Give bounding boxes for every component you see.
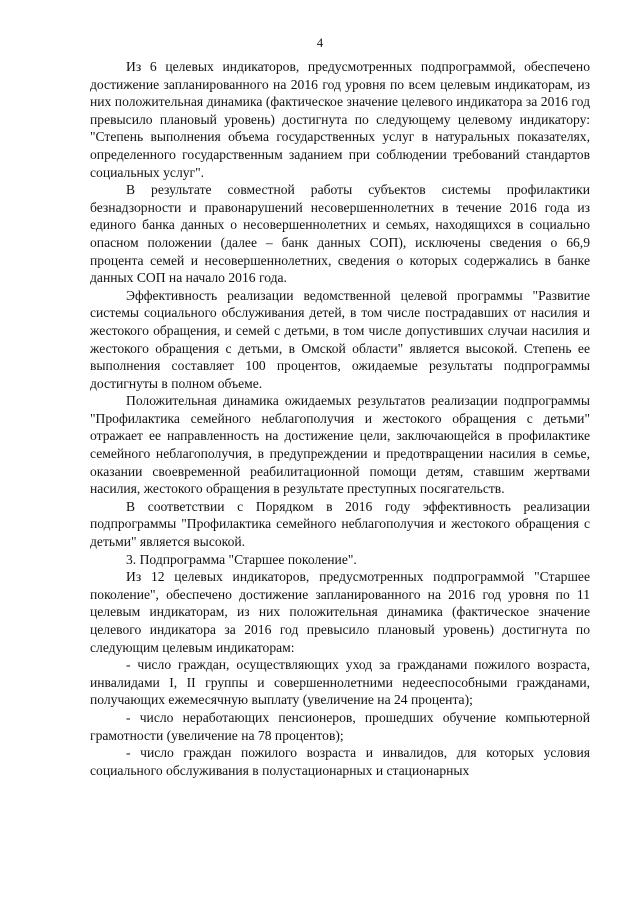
page-number: 4 — [316, 36, 324, 50]
paragraph-senior-indicators: Из 12 целевых индикаторов, предусмотренных подпрограммой "Старшее поколение", обеспечено достижение запланированного на 2016 год уровня по 11 целевым индикаторам, из них положительная динамика (фактическое значение целевого индикатора за 2016 год превысило плановый уровень) достигнута по следующим целевым индикаторам: — [90, 569, 590, 655]
paragraph-positive-dynamics: Положительная динамика ожидаемых результатов реализации подпрограммы "Профилактика семейного неблагополучия и жестокого обращения с детьми" отражает ее направленность на достижение цели, заключающейся в профилактике семейного неблагополучия, в предупреждении и предотвращении насилия в семье, оказании своевременной реабилитационной помощи детям, ставшим жертвами насилия, жестокого обращения в результате преступных посягательств. — [90, 393, 590, 497]
document-body — [90, 58, 590, 779]
paragraph-program-efficiency: Эффективность реализации ведомственной целевой программы "Развитие системы социального обслуживания детей, в том числе пострадавших от насилия и жестокого обращения, и семей с детьми, в том числе допустивших случаи насилия и жестокого обращения с детьми, в Омской области" является высокой. Степень ее выполнения составляет 100 процентов, ожидаемые результаты подпрограммы достигнуты в полном объеме. — [90, 287, 590, 391]
section-heading-senior-generation: 3. Подпрограмма "Старшее поколение". — [126, 551, 357, 567]
paragraph-indicators-summary: Из 6 целевых индикаторов, предусмотренных подпрограммой, обеспечено достижение запланированного на 2016 год уровня по всем целевым индикаторам, из них положительная динамика (фактическое значение целевого индикатора за 2016 год превысило плановый уровень) достигнута по следующему целевому индикатору: "Степень выполнения объема государственных услуг в натуральных показателях, определенного государственным заданием при соблюдении требований стандартов социальных услуг". — [90, 59, 590, 180]
paragraph-prevention-results: В результате совместной работы субъектов системы профилактики безнадзорности и правонарушений несовершеннолетних в течение 2016 года из единого банка данных о несовершеннолетних и семьях, находящихся в социально опасном положении (далее – банк данных СОП), исключены сведения о 66,9 процента семей и несовершеннолетних, сведения о которых содержались в банке данных СОП на начало 2016 года. — [90, 182, 590, 286]
list-item-pensioners-training: - число неработающих пенсионеров, прошедших обучение компьютерной грамотности (увеличение на 78 процентов); — [90, 709, 590, 743]
list-item-service-conditions: - число граждан пожилого возраста и инвалидов, для которых условия социального обслуживания в полустационарных и стационарных — [90, 745, 590, 778]
list-item-caregivers: - число граждан, осуществляющих уход за гражданами пожилого возраста, инвалидами I, II группы и совершеннолетними недееспособными гражданами, получающих ежемесячную выплату (увеличение на 24 процента); — [90, 657, 590, 708]
paragraph-order-compliance: В соответствии с Порядком в 2016 году эффективность реализации подпрограммы "Профилактика семейного неблагополучия и жестокого обращения с детьми" является высокой. — [90, 498, 590, 550]
